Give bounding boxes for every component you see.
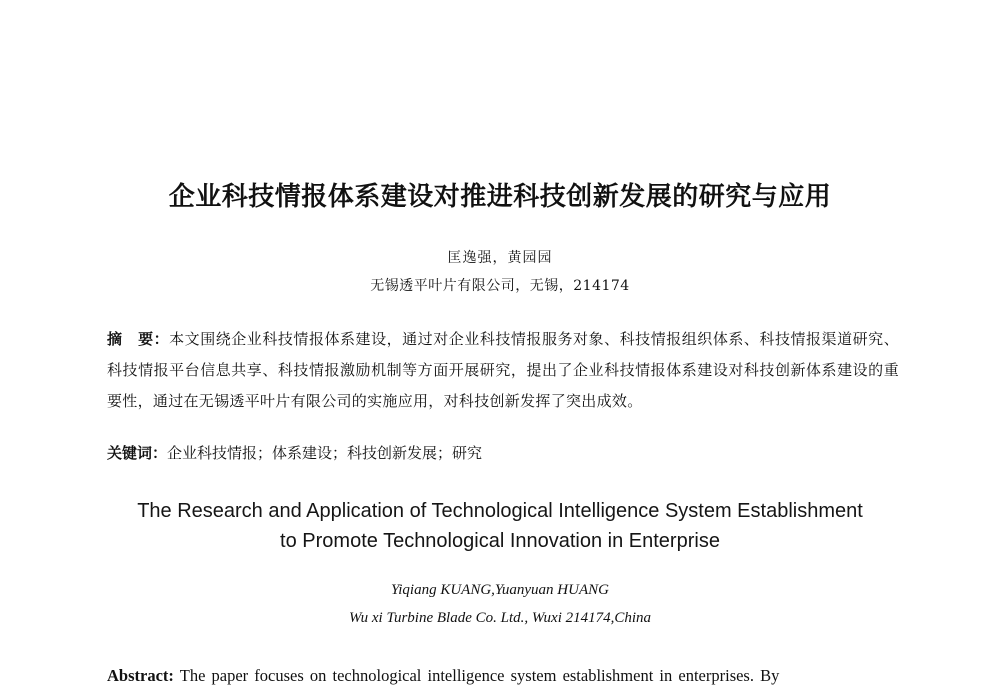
chinese-keywords-text: 企业科技情报；体系建设；科技创新发展；研究 [167, 444, 483, 462]
chinese-title: 企业科技情报体系建设对推进科技创新发展的研究与应用 [168, 182, 832, 212]
english-abstract-label: Abstract: [107, 666, 174, 685]
chinese-abstract-label: 摘 要： [107, 330, 170, 348]
english-title-line-1: The Research and Application of Technological Intelligence System Establishment [137, 500, 863, 522]
chinese-keywords [107, 441, 899, 465]
english-title [0, 496, 1000, 556]
chinese-abstract [107, 324, 899, 417]
chinese-keywords-label: 关键词： [107, 444, 168, 462]
english-abstract [107, 664, 899, 688]
chinese-abstract-text: 本文围绕企业科技情报体系建设，通过对企业科技情报服务对象、科技情报组织体系、科技情报渠道研究、科技情报平台信息共享、科技情报激励机制等方面开展研究，提出了企业科技情报体系建设对科技创新体系建设的重要性，通过在无锡透平叶片有限公司的实施应用，对科技创新发挥了突出成效。 [107, 330, 899, 410]
english-abstract-text: The paper focuses on technological intelligence system establishment in enterprises. By [179, 666, 780, 685]
chinese-affiliation: 无锡透平叶片有限公司，无锡，214174 [370, 278, 630, 294]
english-affiliation: Wu xi Turbine Blade Co. Ltd., Wuxi 214174,China [348, 610, 652, 626]
english-authors: Yiqiang KUANG,Yuanyuan HUANG [391, 582, 609, 598]
chinese-authors: 匡逸强，黄园园 [447, 250, 553, 266]
english-title-line-2: to Promote Technological Innovation in Enterprise [280, 530, 720, 552]
